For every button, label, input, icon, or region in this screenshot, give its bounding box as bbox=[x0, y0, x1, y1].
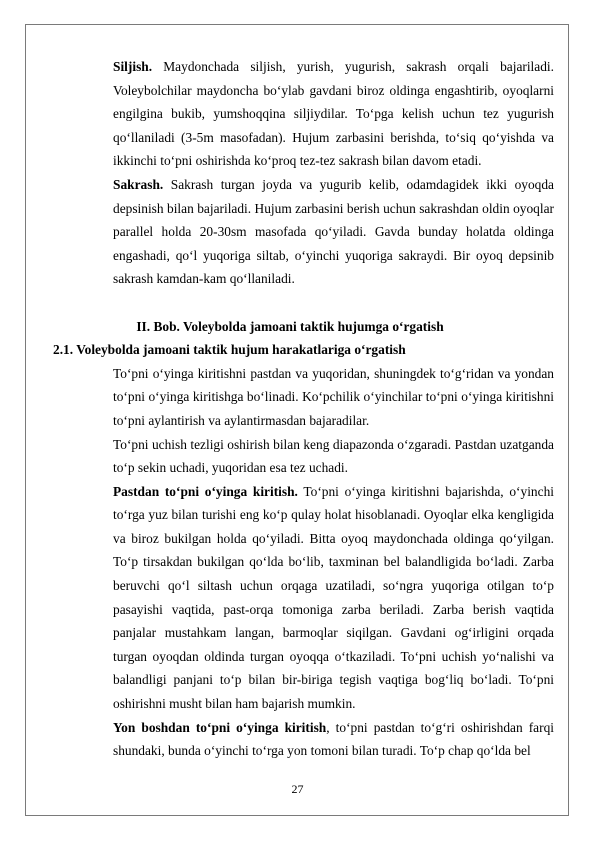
paragraph-uchish-tezligi bbox=[113, 433, 554, 480]
paragraph-text: To‘pni o‘yinga kiritishni bajarishda, o‘yinchi to‘rga yuz bilan turishi eng ko‘p qulay holat hisoblanadi. Oyoqlar elka kengligida va biroz bukilgan holda qo‘yiladi. Bitta oyoq maydonchada oldinga qo‘yilgan. To‘p tirsakdan bukilgan qo‘lda bo‘lib, taxminan bel balandligida bo‘ladi. Zarba beruvchi qo‘l siltash uchun orqaga uzatiladi, so‘ngra yuqoriga otilgan to‘p pasayishi vaqtida, past-orqa tomoniga zarba beriladi. Zarba berish vaqtida panjalar mustahkam langan, barmoqlar siqilgan. Gavdani og‘irligini orqada turgan oyoqdan oldinda turgan oyoqqa o‘tkaziladi. To‘pni uchish yo‘nalishi va balandligi panjani to‘p bilan bir-biriga tegish vaqtiga bog‘liq bo‘ladi. To‘pni oshirishni musht bilan ham bajarish mumkin. bbox=[113, 483, 554, 712]
term-yon-boshdan: Yon boshdan to‘pni o‘yinga kiritish bbox=[113, 719, 327, 735]
paragraph-text: To‘pni uchish tezligi oshirish bilan keng diapazonda o‘zgaradi. Pastdan uzatganda to‘p sekin uchadi, yuqoridan esa tez uchadi. bbox=[113, 436, 554, 476]
term-siljish: Siljish. bbox=[113, 59, 153, 74]
paragraph-pastdan bbox=[113, 480, 554, 716]
paragraph-siljish bbox=[113, 55, 554, 173]
paragraph-text: Maydonchada siljish, yurish, yugurish, sakrash orqali bajariladi. Voleybolchilar maydoncha bo‘ylab gavdani biroz oldinga engashtirib, oyoqlarni engilgina bukib, yumshoqqina siljiydilar. To‘pga kelish uchun tez yugurish qo‘llaniladi (3-5m masofadan). Hujum zarbasini berishda, to‘siq qo‘yishda va ikkinchi to‘pni oshirishda ko‘proq tez-tez sakrash bilan davom etadi. bbox=[113, 59, 554, 169]
document-body bbox=[53, 55, 554, 763]
section-heading: 2.1. Voleybolda jamoani taktik hujum harakatlariga o‘rgatish bbox=[53, 342, 406, 358]
blank-line bbox=[113, 291, 554, 315]
paragraph-text: Sakrash turgan joyda va yugurib kelib, odamdagidek ikki oyoqda depsinish bilan bajariladi. Hujum zarbasini berish uchun sakrashdan oldin oyoqlar parallel holda 20-30sm masofada qo‘yiladi. Gavda bunday holatda oldinga engashadi, qo‘l yuqoriga siltab, o‘yinchi yuqoriga sakraydi. Bir oyoq depsinib sakrash kamdan-kam qo‘llaniladi. bbox=[113, 176, 554, 287]
term-pastdan: Pastdan to‘pni o‘yinga kiritish. bbox=[113, 483, 298, 499]
paragraph-sakrash bbox=[113, 173, 554, 291]
page-number: 27 bbox=[291, 782, 304, 796]
chapter-heading: II. Bob. Voleybolda jamoani taktik hujumga o‘rgatish bbox=[136, 318, 444, 334]
paragraph-yon-boshdan bbox=[113, 716, 554, 763]
paragraph-text: To‘pni o‘yinga kiritishni pastdan va yuqoridan, shuningdek to‘g‘ridan va yondan to‘pni o‘yinga kiritishga bo‘linadi. Ko‘pchilik o‘yinchilar to‘pni o‘yinga kiritishni to‘pni aylantirish va aylantirmasdan bajaradilar. bbox=[113, 365, 554, 428]
paragraph-text: , to‘pni pastdan to‘g‘ri oshirishdan farqi shundaki, bunda o‘yinchi to‘rga yon tomoni bilan turadi. To‘p chap qo‘lda bel bbox=[113, 719, 554, 759]
term-sakrash: Sakrash. bbox=[113, 176, 164, 192]
paragraph-toppni-kiritish bbox=[113, 362, 554, 433]
